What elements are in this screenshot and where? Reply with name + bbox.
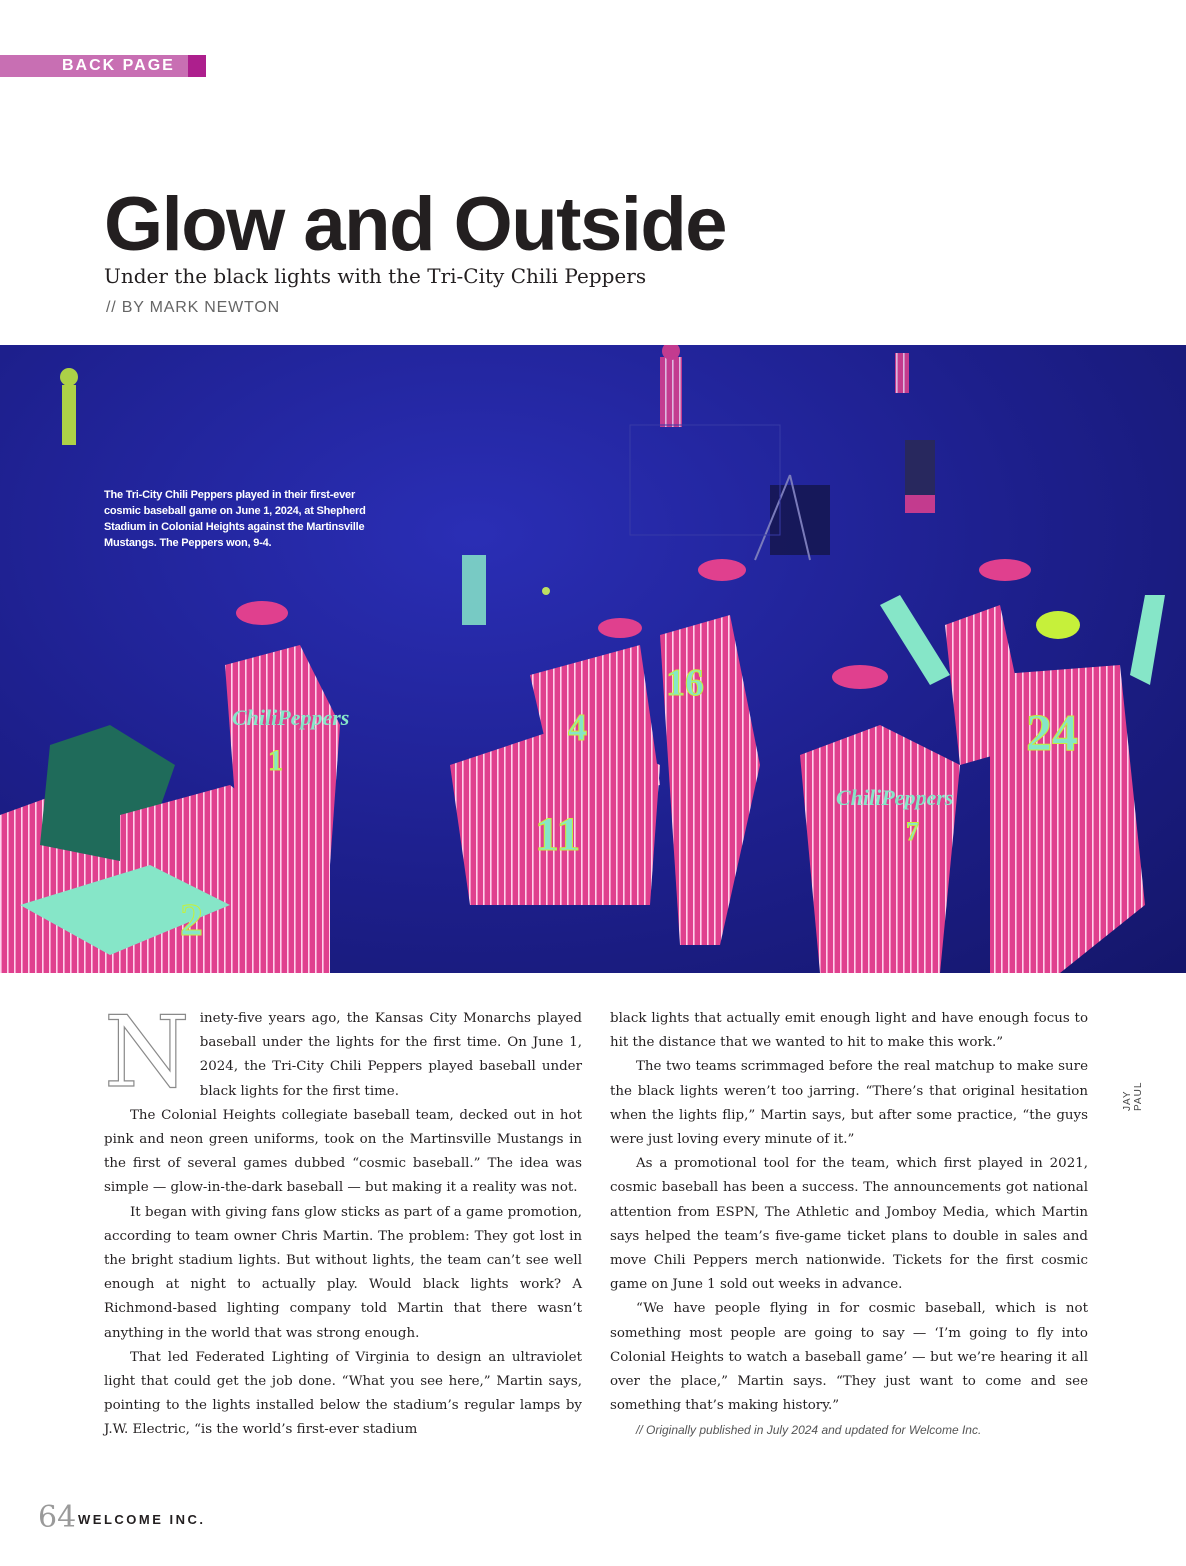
article-paragraph: The two teams scrimmaged before the real matchup to make sure the black lights weren’t too jarring. “There’s that original hesitation when the lights flip,” Martin says, but after some practice, “the guys were just loving every minute of it.” <box>610 1059 1088 1148</box>
article-paragraph: inety-five years ago, the Kansas City Monarchs played baseball under the lights for the first time. On June 1, 2024, the Tri-City Chili Peppers played baseball under black lights for the first time. <box>199 1011 582 1099</box>
jersey-number-2: 2 <box>180 894 203 945</box>
headline: Glow and Outside <box>104 182 727 267</box>
section-tag-accent <box>188 55 206 77</box>
jersey-script: ChiliPeppers <box>232 705 350 730</box>
byline: // BY MARK NEWTON <box>106 299 280 316</box>
article-column-left <box>104 996 582 1443</box>
jersey-number-4: 4 <box>568 707 587 749</box>
article-paragraph: black lights that actually emit enough light and have enough focus to hit the distance that we wanted to hit to make this work.” <box>610 1011 1088 1051</box>
article-paragraph: As a promotional tool for the team, which first played in 2021, cosmic baseball has been a success. The announcements got national attention from ESPN, The Athletic and Jomboy Media, which Martin says helped the team’s five-game ticket plans to double in sales and move Chili Peppers merch nationwide. Tickets for the first cosmic game on June 1 sold out weeks in advance. <box>610 1156 1088 1293</box>
section-tag <box>0 55 206 77</box>
jersey-number-16: 16 <box>666 662 704 704</box>
dek: Under the black lights with the Tri-City Chili Peppers <box>104 264 647 288</box>
article-paragraph: That led Federated Lighting of Virginia to design an ultraviolet light that could get the job done. “What you see here,” Martin says, pointing to the lights installed below the stadium’s regular lamps by J.W. Electric, “is the world’s first-ever stadium <box>104 1349 582 1438</box>
jersey-number-11: 11 <box>535 808 581 861</box>
photo-illustration <box>0 345 1186 973</box>
publication-note: // Originally published in July 2024 and updated for Welcome Inc. <box>636 1423 982 1438</box>
jersey-number-1: 1 <box>268 744 283 777</box>
publication-name: WELCOME INC. <box>78 1512 206 1527</box>
page-number: 64 <box>38 1500 77 1535</box>
section-tag-label: BACK PAGE <box>62 57 175 74</box>
article-paragraph: “We have people flying in for cosmic baseball, which is not something most people are going to say — ‘I’m going to fly into Colonial Heights to watch a baseball game’ — but we’re hearing it all over the place,” Martin says. “They just want to come and see something that’s making history.” <box>610 1301 1088 1414</box>
players <box>0 559 1165 973</box>
jersey-number-7: 7 <box>906 817 919 846</box>
article-paragraph: The Colonial Heights collegiate baseball team, decked out in hot pink and neon green uniforms, took on the Martinsville Mustangs in the first of several games dubbed “cosmic baseball.” The idea was simple — glow-in-the-dark baseball — but making it a reality was not. <box>104 1107 582 1196</box>
background-figures <box>60 345 935 625</box>
feature-photo <box>0 345 1186 973</box>
drop-cap: N <box>104 996 190 1110</box>
jersey-number-24: 24 <box>1026 705 1078 762</box>
photo-credit: JAY PAUL <box>1122 1081 1144 1111</box>
article-paragraph: It began with giving fans glow sticks as part of a game promotion, according to team owner Chris Martin. The problem: They got lost in the bright stadium lights. But without lights, the team can’t see well enough at night to actually play. Would black lights work? A Richmond-based lighting company told Martin that there wasn’t anything in the world that was strong enough. <box>104 1204 582 1341</box>
photo-caption: The Tri-City Chili Peppers played in their first-ever cosmic baseball game on June 1, 2024, at Shepherd Stadium in Colonial Heights against the Martinsville Mustangs. The Peppers won, 9-4. <box>104 489 366 549</box>
article-column-right <box>610 1007 1088 1443</box>
jersey-script: ChiliPeppers <box>836 785 954 810</box>
